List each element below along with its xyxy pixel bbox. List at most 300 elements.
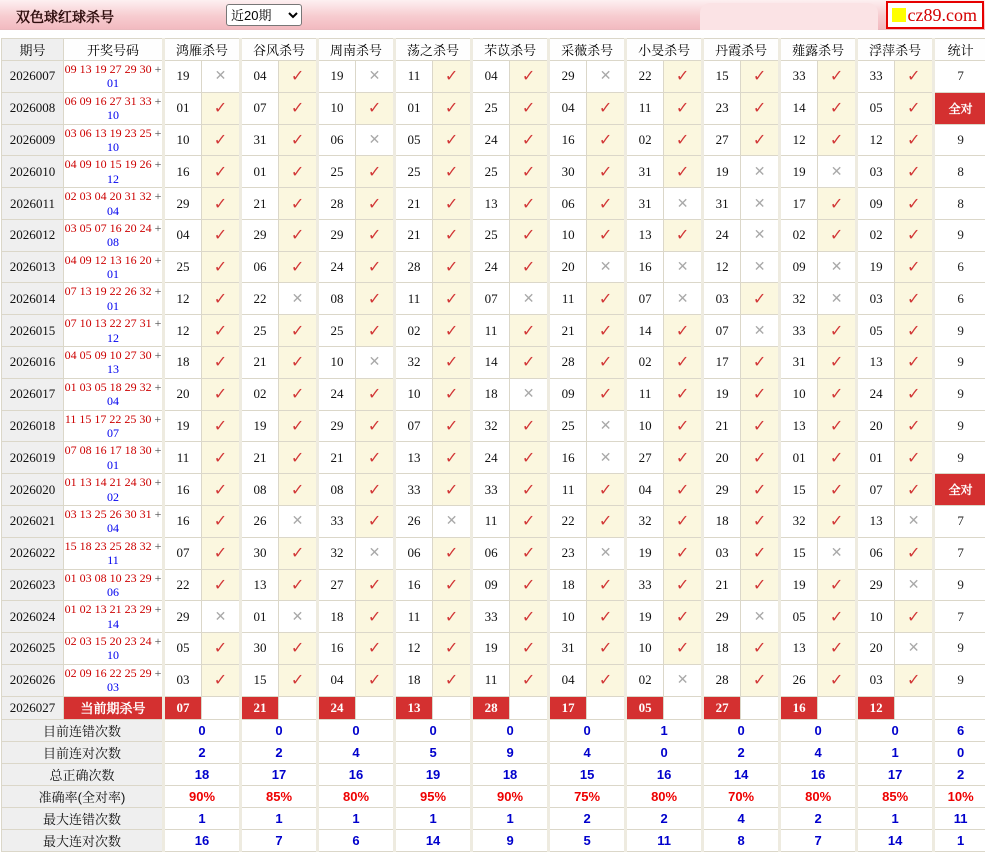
check-icon: ✓ (214, 259, 227, 276)
kill-mark-cell (587, 633, 626, 665)
current-kill-empty-cell (202, 696, 241, 719)
period-cell: 2026015 (2, 315, 64, 347)
kill-mark-cell (664, 442, 703, 474)
kill-mark-cell (356, 315, 395, 347)
check-icon: ✓ (445, 323, 458, 340)
kill-number-cell: 25 (472, 156, 510, 188)
kill-mark-cell (202, 283, 241, 315)
kill-mark-cell (202, 537, 241, 569)
check-icon: ✓ (599, 323, 612, 340)
kill-number-cell: 33 (395, 474, 433, 506)
red-balls: 07 13 19 22 26 32 (65, 284, 152, 298)
check-icon: ✓ (445, 68, 458, 85)
col-header-winning: 开奖号码 (64, 39, 164, 61)
cross-icon: ✕ (754, 226, 766, 242)
summary-value-cell: 17 (241, 763, 318, 785)
check-icon: ✓ (522, 227, 535, 244)
kill-number-cell: 20 (703, 442, 741, 474)
kill-number-cell: 33 (318, 505, 356, 537)
kill-mark-cell (587, 92, 626, 124)
kill-mark-cell (510, 251, 549, 283)
check-icon: ✓ (753, 482, 766, 499)
check-icon: ✓ (291, 164, 304, 181)
cross-icon: ✕ (600, 449, 612, 465)
kill-mark-cell (433, 601, 472, 633)
check-icon: ✓ (291, 196, 304, 213)
kill-number-cell: 19 (703, 378, 741, 410)
winning-numbers-cell: 01 02 13 21 23 29 + 14 (64, 601, 164, 633)
kill-mark-cell (279, 601, 318, 633)
kill-number-cell: 18 (164, 347, 202, 379)
summary-value-cell: 1 (318, 807, 395, 829)
current-kill-number-cell: 13 (395, 696, 433, 719)
period-cell: 2026025 (2, 633, 64, 665)
kill-mark-cell (279, 283, 318, 315)
kill-mark-cell (741, 664, 780, 696)
kill-number-cell: 19 (164, 410, 202, 442)
kill-mark-cell (741, 505, 780, 537)
kill-number-cell: 11 (626, 92, 664, 124)
summary-value-cell: 2 (164, 741, 241, 763)
current-kill-number-cell: 24 (318, 696, 356, 719)
check-icon: ✓ (445, 640, 458, 657)
kill-number-cell: 29 (549, 61, 587, 93)
summary-value-cell: 90% (472, 785, 549, 807)
current-kill-empty-cell (818, 696, 857, 719)
kill-mark-cell (356, 347, 395, 379)
kill-mark-cell (818, 219, 857, 251)
kill-number-cell: 07 (626, 283, 664, 315)
kill-mark-cell (510, 537, 549, 569)
check-icon: ✓ (753, 386, 766, 403)
kill-number-cell: 24 (318, 251, 356, 283)
kill-number-cell: 08 (241, 474, 279, 506)
check-icon: ✓ (522, 323, 535, 340)
kill-number-cell: 32 (780, 505, 818, 537)
col-header-expert: 荡之杀号 (395, 39, 472, 61)
winning-numbers-cell: 03 06 13 19 23 25 + 10 (64, 124, 164, 156)
red-balls: 01 13 14 21 24 30 (65, 475, 152, 489)
cross-icon: ✕ (908, 576, 920, 592)
kill-number-cell: 14 (780, 92, 818, 124)
stat-cell: 8 (934, 156, 985, 188)
period-cell: 2026009 (2, 124, 64, 156)
check-icon: ✓ (907, 386, 920, 403)
kill-mark-cell (202, 664, 241, 696)
title-bar (0, 0, 985, 30)
check-icon: ✓ (599, 482, 612, 499)
cross-icon: ✕ (831, 163, 843, 179)
kill-mark-cell (356, 92, 395, 124)
winning-numbers-cell: 01 03 08 10 23 29 + 06 (64, 569, 164, 601)
kill-mark-cell (356, 569, 395, 601)
red-balls: 01 03 08 10 23 29 (65, 571, 152, 585)
kill-number-cell: 19 (780, 569, 818, 601)
check-icon: ✓ (830, 354, 843, 371)
check-icon: ✓ (522, 640, 535, 657)
kill-mark-cell (818, 505, 857, 537)
check-icon: ✓ (676, 418, 689, 435)
kill-number-cell: 23 (703, 92, 741, 124)
kill-number-cell: 24 (472, 124, 510, 156)
check-icon: ✓ (214, 545, 227, 562)
cross-icon: ✕ (215, 608, 227, 624)
current-kill-number-cell: 28 (472, 696, 510, 719)
check-icon: ✓ (214, 354, 227, 371)
check-icon: ✓ (522, 545, 535, 562)
cross-icon: ✕ (754, 608, 766, 624)
site-logo[interactable] (886, 1, 984, 29)
summary-value-cell: 0 (549, 719, 626, 741)
kill-mark-cell (895, 61, 934, 93)
kill-number-cell: 30 (241, 537, 279, 569)
kill-mark-cell (433, 664, 472, 696)
check-icon: ✓ (291, 545, 304, 562)
kill-mark-cell (818, 569, 857, 601)
kill-mark-cell (741, 283, 780, 315)
check-icon: ✓ (676, 100, 689, 117)
kill-number-cell: 33 (626, 569, 664, 601)
blue-ball: 12 (64, 331, 162, 345)
kill-row (2, 537, 985, 569)
check-icon: ✓ (599, 100, 612, 117)
summary-value-cell: 16 (164, 829, 241, 851)
cross-icon: ✕ (754, 163, 766, 179)
kill-mark-cell (510, 188, 549, 220)
check-icon: ✓ (676, 482, 689, 499)
check-icon: ✓ (214, 132, 227, 149)
check-icon: ✓ (907, 100, 920, 117)
kill-mark-cell (433, 410, 472, 442)
kill-mark-cell (433, 633, 472, 665)
kill-mark-cell (895, 505, 934, 537)
period-cell: 2026020 (2, 474, 64, 506)
kill-number-cell: 19 (780, 156, 818, 188)
summary-value-cell: 7 (780, 829, 857, 851)
kill-mark-cell (587, 219, 626, 251)
kill-mark-cell (356, 124, 395, 156)
kill-mark-cell (202, 315, 241, 347)
check-icon: ✓ (291, 386, 304, 403)
kill-number-cell: 25 (472, 92, 510, 124)
summary-value-cell: 8 (703, 829, 780, 851)
period-cell: 2026018 (2, 410, 64, 442)
kill-number-cell: 32 (626, 505, 664, 537)
check-icon: ✓ (676, 386, 689, 403)
summary-label: 最大连对次数 (2, 829, 164, 851)
summary-value-cell: 14 (395, 829, 472, 851)
col-header-expert: 丹霞杀号 (703, 39, 780, 61)
kill-mark-cell (818, 378, 857, 410)
summary-value-cell: 1 (857, 807, 934, 829)
kill-number-cell: 07 (857, 474, 895, 506)
kill-number-cell: 25 (549, 410, 587, 442)
kill-mark-cell (818, 92, 857, 124)
summary-value-cell: 19 (395, 763, 472, 785)
page-title: 双色球红球杀号 (16, 7, 114, 27)
check-icon: ✓ (368, 450, 381, 467)
kill-mark-cell (510, 61, 549, 93)
kill-mark-cell (587, 664, 626, 696)
kill-number-cell: 29 (318, 410, 356, 442)
kill-row (2, 378, 985, 410)
check-icon: ✓ (214, 100, 227, 117)
kill-mark-cell (741, 569, 780, 601)
period-cell: 2026022 (2, 537, 64, 569)
range-select[interactable] (226, 4, 302, 26)
check-icon: ✓ (445, 386, 458, 403)
stat-cell-all-correct: 全对 (934, 92, 985, 124)
kill-number-cell: 19 (857, 251, 895, 283)
kill-mark-cell (587, 569, 626, 601)
check-icon: ✓ (214, 450, 227, 467)
kill-number-cell: 13 (626, 219, 664, 251)
summary-value-cell: 0 (703, 719, 780, 741)
check-icon: ✓ (368, 640, 381, 657)
kill-number-cell: 07 (395, 410, 433, 442)
winning-numbers-cell: 01 03 05 18 29 32 + 04 (64, 378, 164, 410)
kill-mark-cell (895, 251, 934, 283)
kill-mark-cell (202, 505, 241, 537)
cross-icon: ✕ (754, 195, 766, 211)
check-icon: ✓ (753, 68, 766, 85)
blue-ball: 12 (64, 172, 162, 186)
check-icon: ✓ (445, 291, 458, 308)
kill-number-cell: 13 (395, 442, 433, 474)
kill-number-cell: 09 (857, 188, 895, 220)
kill-number-table (1, 38, 985, 852)
check-icon: ✓ (830, 577, 843, 594)
check-icon: ✓ (907, 68, 920, 85)
check-icon: ✓ (753, 640, 766, 657)
kill-number-cell: 22 (549, 505, 587, 537)
kill-number-cell: 05 (780, 601, 818, 633)
kill-mark-cell (510, 664, 549, 696)
check-icon: ✓ (368, 227, 381, 244)
logo-text: cz89.com (908, 5, 977, 26)
kill-number-cell: 19 (626, 537, 664, 569)
period-cell: 2026024 (2, 601, 64, 633)
kill-number-cell: 11 (164, 442, 202, 474)
summary-row (2, 829, 985, 851)
blue-ball: 04 (64, 204, 162, 218)
kill-mark-cell (510, 569, 549, 601)
red-balls: 07 10 13 22 27 31 (65, 316, 152, 330)
kill-mark-cell (818, 315, 857, 347)
col-header-expert: 小旻杀号 (626, 39, 703, 61)
check-icon: ✓ (599, 609, 612, 626)
check-icon: ✓ (753, 545, 766, 562)
kill-number-cell: 11 (549, 474, 587, 506)
red-balls: 04 09 12 13 16 20 (65, 253, 152, 267)
kill-number-cell: 12 (703, 251, 741, 283)
kill-number-cell: 11 (626, 378, 664, 410)
cross-icon: ✕ (369, 131, 381, 147)
kill-row (2, 664, 985, 696)
check-icon: ✓ (907, 291, 920, 308)
kill-number-cell: 02 (857, 219, 895, 251)
summary-value-cell: 0 (472, 719, 549, 741)
kill-number-cell: 04 (241, 61, 279, 93)
period-cell: 2026010 (2, 156, 64, 188)
kill-number-cell: 06 (472, 537, 510, 569)
current-kill-empty-cell (741, 696, 780, 719)
kill-number-cell: 07 (472, 283, 510, 315)
kill-number-cell: 21 (241, 347, 279, 379)
check-icon: ✓ (445, 418, 458, 435)
kill-number-cell: 02 (241, 378, 279, 410)
stat-cell: 9 (934, 633, 985, 665)
check-icon: ✓ (214, 672, 227, 689)
check-icon: ✓ (291, 227, 304, 244)
kill-mark-cell (356, 410, 395, 442)
kill-mark-cell (664, 505, 703, 537)
current-kill-empty-cell (587, 696, 626, 719)
summary-value-cell: 17 (857, 763, 934, 785)
check-icon: ✓ (214, 196, 227, 213)
current-period-row (2, 696, 985, 719)
col-header-period: 期号 (2, 39, 64, 61)
kill-number-cell: 06 (549, 188, 587, 220)
kill-number-cell: 12 (857, 124, 895, 156)
red-balls: 09 13 19 27 29 30 (65, 62, 152, 76)
check-icon: ✓ (599, 354, 612, 371)
kill-mark-cell (510, 474, 549, 506)
check-icon: ✓ (599, 577, 612, 594)
kill-number-cell: 27 (626, 442, 664, 474)
kill-number-cell: 29 (241, 219, 279, 251)
kill-number-cell: 15 (703, 61, 741, 93)
kill-mark-cell (279, 156, 318, 188)
kill-number-cell: 10 (318, 347, 356, 379)
kill-number-cell: 25 (318, 315, 356, 347)
check-icon: ✓ (214, 386, 227, 403)
kill-mark-cell (202, 378, 241, 410)
kill-number-cell: 05 (857, 92, 895, 124)
kill-mark-cell (741, 410, 780, 442)
kill-number-cell: 11 (549, 283, 587, 315)
current-kill-empty-cell (510, 696, 549, 719)
check-icon: ✓ (368, 100, 381, 117)
cross-icon: ✕ (369, 353, 381, 369)
check-icon: ✓ (753, 418, 766, 435)
cross-icon: ✕ (292, 512, 304, 528)
kill-mark-cell (433, 251, 472, 283)
kill-number-cell: 05 (857, 315, 895, 347)
summary-value-cell: 0 (164, 719, 241, 741)
red-balls: 03 05 07 16 20 24 (65, 221, 152, 235)
kill-mark-cell (356, 537, 395, 569)
kill-mark-cell (895, 283, 934, 315)
kill-mark-cell (818, 601, 857, 633)
kill-mark-cell (433, 61, 472, 93)
kill-mark-cell (433, 188, 472, 220)
cross-icon: ✕ (908, 512, 920, 528)
check-icon: ✓ (907, 609, 920, 626)
current-kill-empty-cell (433, 696, 472, 719)
kill-number-cell: 21 (241, 188, 279, 220)
kill-number-cell: 01 (395, 92, 433, 124)
current-kill-empty-cell (356, 696, 395, 719)
blue-ball: 04 (64, 521, 162, 535)
kill-mark-cell (433, 347, 472, 379)
check-icon: ✓ (676, 354, 689, 371)
check-icon: ✓ (214, 323, 227, 340)
check-icon: ✓ (753, 672, 766, 689)
stat-cell: 9 (934, 410, 985, 442)
summary-row (2, 807, 985, 829)
period-cell: 2026023 (2, 569, 64, 601)
kill-number-cell: 25 (395, 156, 433, 188)
kill-number-cell: 24 (703, 219, 741, 251)
summary-value-cell: 1 (164, 807, 241, 829)
kill-mark-cell (664, 188, 703, 220)
kill-number-cell: 19 (626, 601, 664, 633)
kill-mark-cell (510, 442, 549, 474)
kill-number-cell: 16 (164, 505, 202, 537)
kill-number-cell: 13 (857, 505, 895, 537)
kill-number-cell: 15 (241, 664, 279, 696)
kill-mark-cell (510, 378, 549, 410)
kill-mark-cell (818, 124, 857, 156)
summary-stat-cell: 1 (934, 829, 985, 851)
check-icon: ✓ (830, 513, 843, 530)
check-icon: ✓ (291, 68, 304, 85)
kill-number-cell: 29 (703, 474, 741, 506)
kill-mark-cell (818, 537, 857, 569)
summary-label: 总正确次数 (2, 763, 164, 785)
cross-icon: ✕ (292, 290, 304, 306)
kill-number-cell: 31 (549, 633, 587, 665)
winning-numbers-cell: 07 08 16 17 18 30 + 01 (64, 442, 164, 474)
winning-numbers-cell: 02 03 04 20 31 32 + 04 (64, 188, 164, 220)
summary-value-cell: 7 (241, 829, 318, 851)
kill-mark-cell (279, 664, 318, 696)
kill-number-cell: 10 (549, 601, 587, 633)
check-icon: ✓ (368, 164, 381, 181)
kill-mark-cell (741, 124, 780, 156)
check-icon: ✓ (830, 100, 843, 117)
stat-cell: 7 (934, 61, 985, 93)
kill-number-cell: 07 (703, 315, 741, 347)
kill-mark-cell (356, 664, 395, 696)
summary-value-cell: 1 (857, 741, 934, 763)
kill-row (2, 442, 985, 474)
kill-number-cell: 03 (703, 283, 741, 315)
blue-ball: 01 (64, 267, 162, 281)
check-icon: ✓ (368, 291, 381, 308)
kill-mark-cell (510, 347, 549, 379)
kill-mark-cell (741, 251, 780, 283)
kill-mark-cell (664, 569, 703, 601)
current-kill-number-cell: 21 (241, 696, 279, 719)
winning-numbers-cell: 04 09 10 15 19 26 + 12 (64, 156, 164, 188)
kill-number-cell: 30 (549, 156, 587, 188)
kill-number-cell: 22 (241, 283, 279, 315)
summary-row (2, 719, 985, 741)
kill-mark-cell (279, 61, 318, 93)
kill-number-cell: 16 (549, 124, 587, 156)
kill-number-cell: 16 (626, 251, 664, 283)
kill-number-cell: 07 (241, 92, 279, 124)
kill-mark-cell (279, 442, 318, 474)
check-icon: ✓ (368, 323, 381, 340)
check-icon: ✓ (522, 609, 535, 626)
summary-stat-cell: 2 (934, 763, 985, 785)
kill-mark-cell (818, 633, 857, 665)
cross-icon: ✕ (831, 258, 843, 274)
kill-number-cell: 30 (241, 633, 279, 665)
